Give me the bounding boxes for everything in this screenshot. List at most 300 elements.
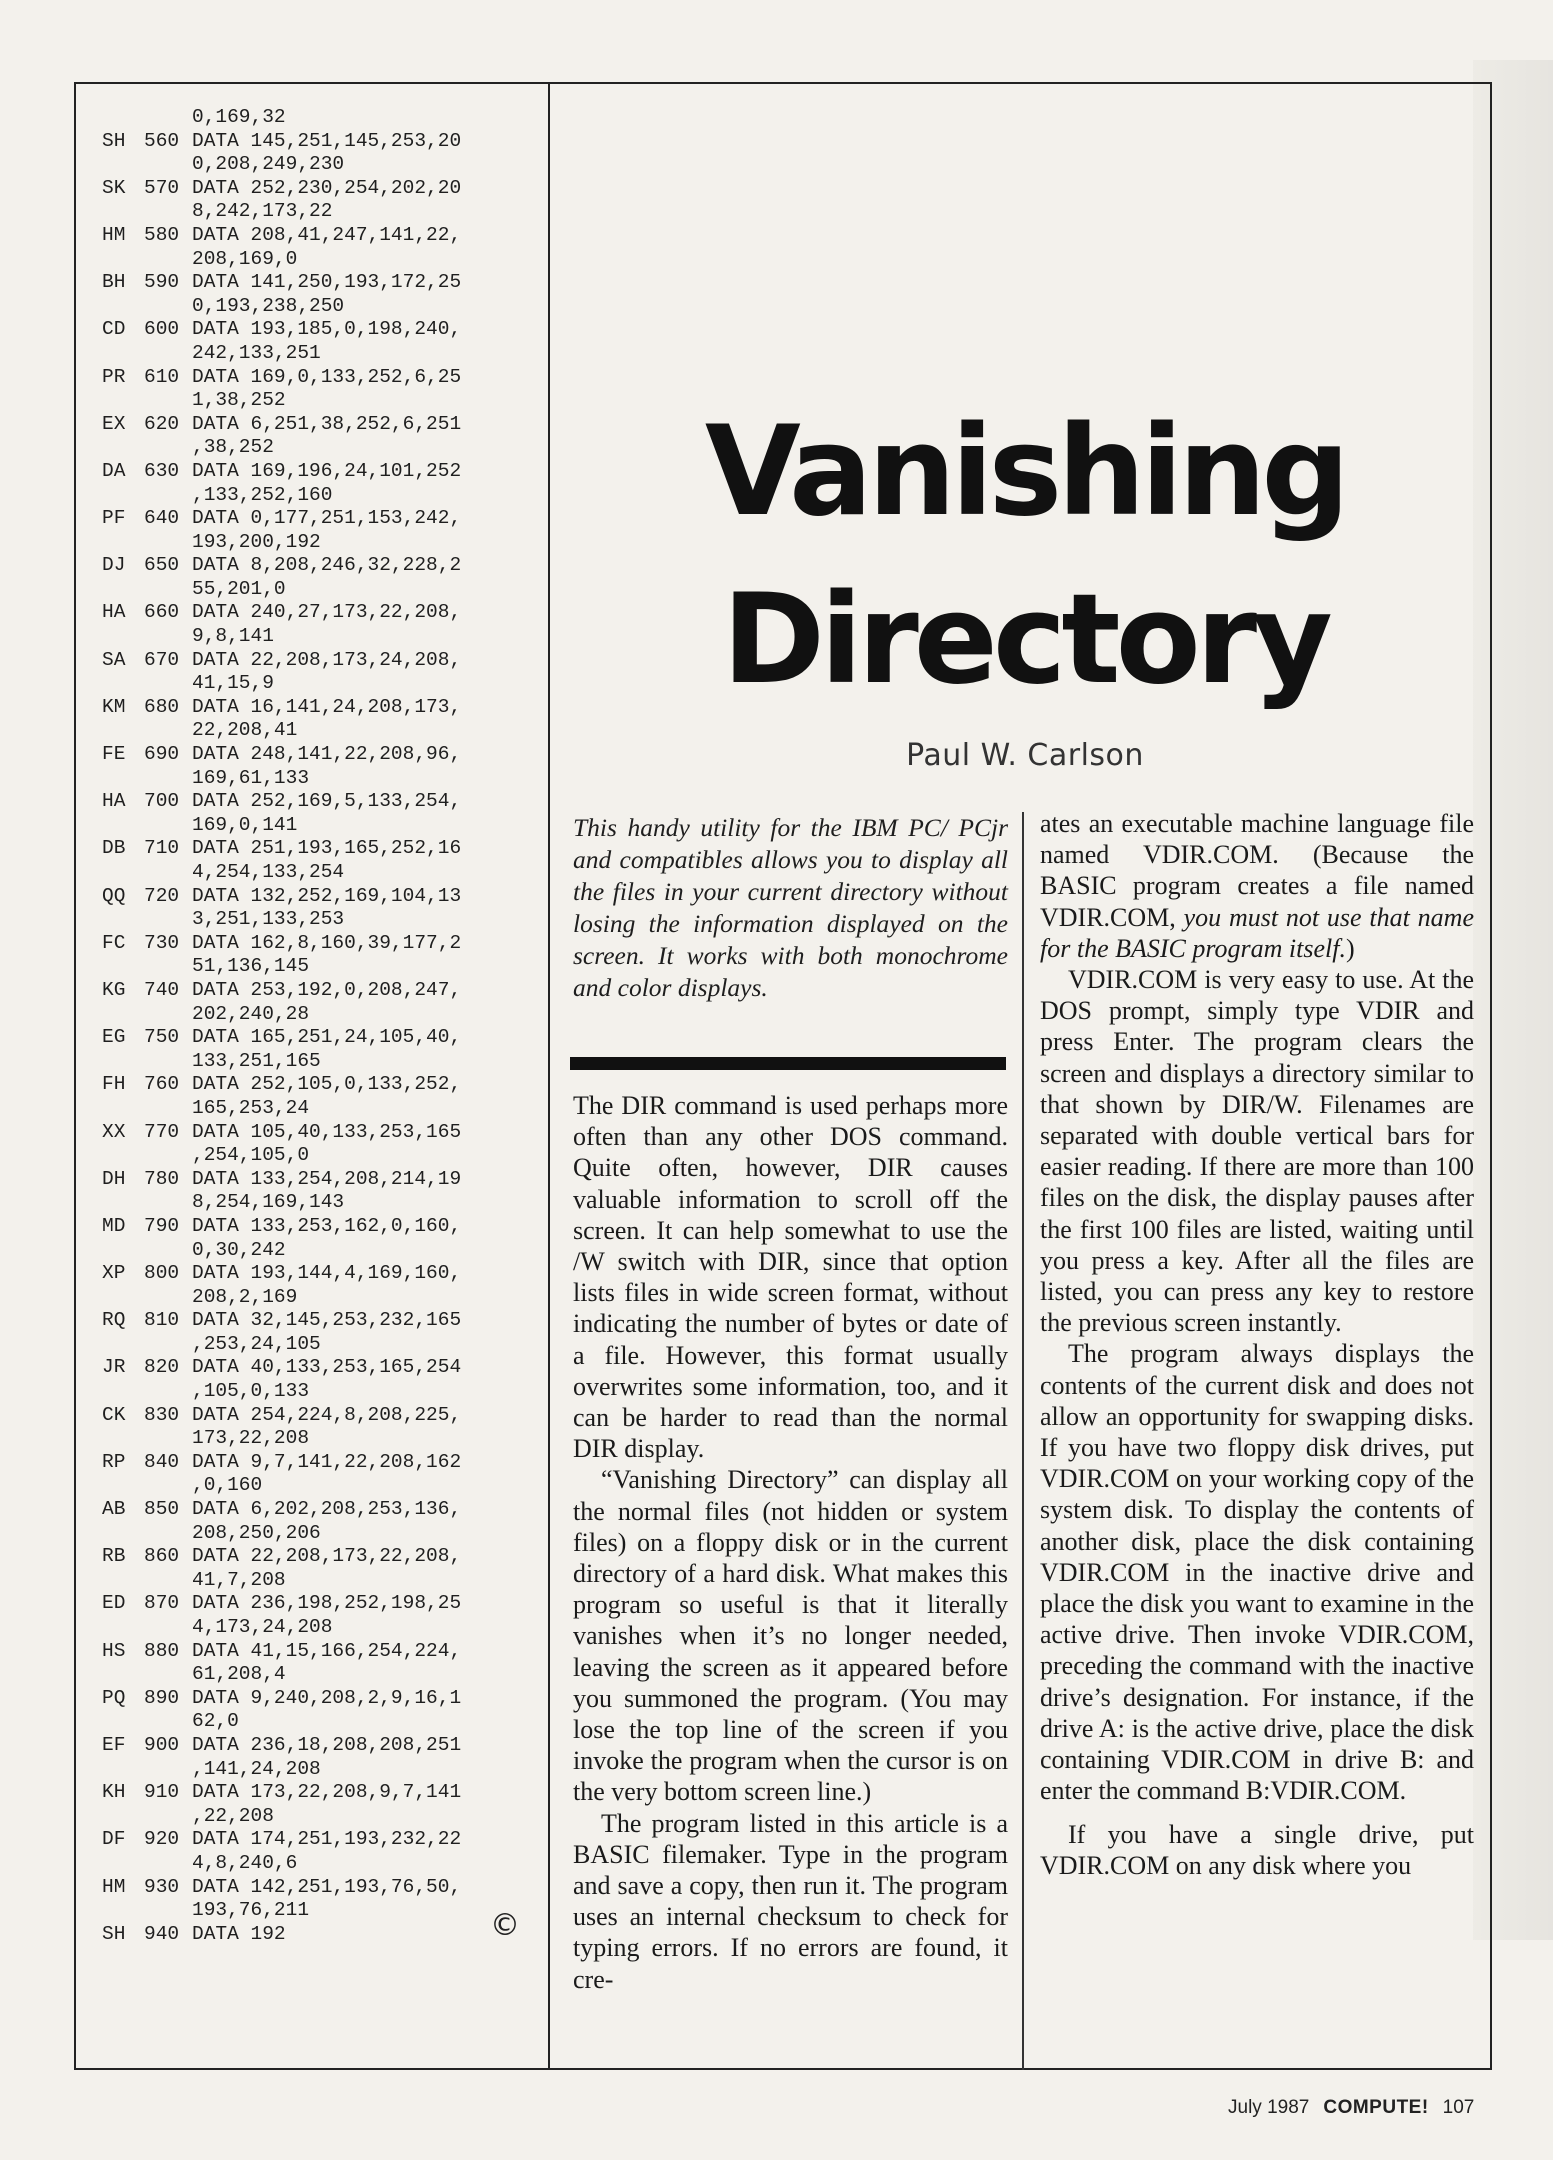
listing-line — [86, 1710, 536, 1734]
line-number: 940 — [144, 1922, 180, 1945]
listing-code: ,105,0,133 — [192, 1380, 310, 1403]
line-number: 630 — [144, 459, 180, 482]
listing-code: 1,38,252 — [192, 389, 286, 412]
checksum — [86, 578, 144, 602]
checksum: RP — [102, 1450, 126, 1473]
line-number: 760 — [144, 1073, 180, 1096]
listing-code: DATA 253,192,0,208,247, — [192, 978, 462, 1001]
line-number: 640 — [144, 507, 180, 530]
line-number — [144, 1522, 192, 1546]
listing-code: DATA 251,193,165,252,16 — [192, 837, 462, 860]
listing-line — [86, 248, 536, 272]
line-number — [144, 672, 192, 696]
listing-line — [86, 554, 536, 578]
listing-line — [86, 1309, 536, 1333]
listing-line — [86, 932, 536, 956]
body-column-1 — [573, 1090, 1008, 1995]
intro-blurb: This handy utility for the IBM PC/ PCjr and compatibles allows you to display all the files in your current directory without losing the information displayed on the screen. It works with both monochrome and color displays. — [573, 813, 1008, 1002]
checksum — [86, 1333, 144, 1357]
checksum: HM — [102, 1875, 126, 1898]
checksum: SK — [102, 176, 126, 199]
line-number: 610 — [144, 365, 180, 388]
column-divider-2 — [1022, 812, 1024, 2070]
line-number — [144, 1286, 192, 1310]
checksum — [86, 1899, 144, 1923]
listing-code: 61,208,4 — [192, 1663, 286, 1686]
checksum — [86, 200, 144, 224]
listing-line — [86, 1498, 536, 1522]
line-number — [144, 1758, 192, 1782]
listing-code: DATA 169,0,133,252,6,25 — [192, 365, 462, 388]
listing-line — [86, 1050, 536, 1074]
line-number: 930 — [144, 1875, 180, 1898]
listing-line — [86, 342, 536, 366]
line-number — [144, 955, 192, 979]
listing-line — [86, 1191, 536, 1215]
checksum: CD — [102, 318, 126, 341]
line-number: 740 — [144, 978, 180, 1001]
line-number — [144, 1852, 192, 1876]
listing-code: ,22,208 — [192, 1804, 274, 1827]
checksum — [86, 248, 144, 272]
checksum: BH — [102, 271, 126, 294]
checksum — [86, 1003, 144, 1027]
listing-line — [86, 955, 536, 979]
listing-code: DATA 236,198,252,198,25 — [192, 1592, 462, 1615]
line-number: 670 — [144, 648, 180, 671]
listing-code: 0,169,32 — [192, 106, 286, 128]
author-byline: Paul W. Carlson — [906, 738, 1144, 773]
listing-line — [86, 1474, 536, 1498]
line-number: 890 — [144, 1686, 180, 1709]
listing-code: 8,254,169,143 — [192, 1191, 345, 1214]
checksum — [86, 342, 144, 366]
listing-line — [86, 1168, 536, 1192]
listing-code: DATA 132,252,169,104,13 — [192, 884, 462, 907]
listing-code: 22,208,41 — [192, 719, 298, 742]
listing-code: 208,2,169 — [192, 1285, 298, 1308]
listing-code: DATA 252,105,0,133,252, — [192, 1073, 462, 1096]
listing-code: DATA 165,251,24,105,40, — [192, 1026, 462, 1049]
checksum — [86, 719, 144, 743]
listing-line — [86, 1144, 536, 1168]
line-number: 660 — [144, 601, 180, 624]
listing-line — [86, 1262, 536, 1286]
listing-code: DATA 145,251,145,253,20 — [192, 129, 462, 152]
listing-line — [86, 507, 536, 531]
line-number: 780 — [144, 1167, 180, 1190]
line-number — [144, 861, 192, 885]
checksum — [86, 1522, 144, 1546]
listing-line — [86, 1003, 536, 1027]
listing-code: 173,22,208 — [192, 1427, 310, 1450]
listing-code: 4,173,24,208 — [192, 1616, 333, 1638]
listing-line — [86, 153, 536, 177]
listing-code: ,0,160 — [192, 1474, 263, 1497]
checksum — [86, 625, 144, 649]
checksum: HA — [102, 601, 126, 624]
listing-code: ,133,252,160 — [192, 483, 333, 506]
checksum: SA — [102, 648, 126, 671]
listing-code: 0,30,242 — [192, 1238, 286, 1261]
line-number: 840 — [144, 1450, 180, 1473]
line-number: 750 — [144, 1026, 180, 1049]
checksum: FH — [102, 1073, 126, 1096]
line-number — [144, 1427, 192, 1451]
line-number: 830 — [144, 1403, 180, 1426]
listing-line — [86, 1592, 536, 1616]
checksum: JR — [102, 1356, 126, 1379]
checksum: RQ — [102, 1309, 126, 1332]
line-number — [144, 106, 192, 130]
checksum: MD — [102, 1214, 126, 1237]
checksum — [86, 1191, 144, 1215]
listing-line — [86, 1522, 536, 1546]
listing-line — [86, 366, 536, 390]
listing-code: 193,200,192 — [192, 530, 321, 553]
listing-code: DATA 236,18,208,208,251 — [192, 1733, 462, 1756]
line-number: 620 — [144, 412, 180, 435]
checksum: AB — [102, 1498, 126, 1521]
listing-line — [86, 1569, 536, 1593]
listing-line — [86, 885, 536, 909]
line-number — [144, 1050, 192, 1074]
checksum: DB — [102, 837, 126, 860]
line-number: 710 — [144, 837, 180, 860]
listing-line — [86, 1404, 536, 1428]
listing-line — [86, 130, 536, 154]
checksum — [86, 1758, 144, 1782]
listing-line — [86, 979, 536, 1003]
checksum: PR — [102, 365, 126, 388]
listing-code: DATA 8,208,246,32,228,2 — [192, 554, 462, 577]
listing-code: DATA 193,144,4,169,160, — [192, 1262, 462, 1285]
paragraph-end: ) — [1345, 933, 1355, 963]
listing-code: 208,169,0 — [192, 247, 298, 270]
checksum: DF — [102, 1828, 126, 1851]
line-number: 570 — [144, 176, 180, 199]
line-number: 730 — [144, 931, 180, 954]
paragraph-start: ates an executable machine language file named VDIR.COM. (Because the BASIC program creates a file named VDIR.COM, — [1040, 809, 1474, 932]
line-number — [144, 1663, 192, 1687]
checksum — [86, 1569, 144, 1593]
listing-code: DATA 162,8,160,39,177,2 — [192, 931, 462, 954]
checksum: XP — [102, 1262, 126, 1285]
line-number: 770 — [144, 1120, 180, 1143]
line-number — [144, 295, 192, 319]
basic-listing — [86, 106, 536, 1946]
listing-code: DATA 133,253,162,0,160, — [192, 1214, 462, 1237]
body-paragraph: If you have a single drive, put VDIR.COM on any disk where you — [1040, 1819, 1474, 1880]
listing-line — [86, 837, 536, 861]
listing-code: ,254,105,0 — [192, 1144, 310, 1167]
checksum — [86, 1239, 144, 1263]
body-paragraph — [1040, 808, 1474, 964]
listing-line — [86, 1215, 536, 1239]
end-copyright-mark: © — [490, 1908, 520, 1943]
checksum — [86, 814, 144, 838]
line-number — [144, 719, 192, 743]
line-number: 900 — [144, 1733, 180, 1756]
listing-line — [86, 1687, 536, 1711]
checksum — [86, 1286, 144, 1310]
listing-line — [86, 1852, 536, 1876]
listing-line — [86, 908, 536, 932]
line-number — [144, 1333, 192, 1357]
line-number — [144, 578, 192, 602]
line-number — [144, 1003, 192, 1027]
checksum — [86, 295, 144, 319]
listing-code: 4,8,240,6 — [192, 1851, 298, 1874]
listing-line — [86, 790, 536, 814]
title-line-2: Directory — [722, 568, 1328, 712]
checksum: ED — [102, 1592, 126, 1615]
line-number: 920 — [144, 1828, 180, 1851]
listing-code: 208,250,206 — [192, 1521, 321, 1544]
checksum — [86, 389, 144, 413]
listing-code: 41,7,208 — [192, 1568, 286, 1591]
listing-line — [86, 1923, 536, 1947]
line-number: 820 — [144, 1356, 180, 1379]
listing-line — [86, 743, 536, 767]
line-number: 910 — [144, 1781, 180, 1804]
line-number: 700 — [144, 790, 180, 813]
listing-line — [86, 1899, 536, 1923]
checksum — [86, 1144, 144, 1168]
line-number — [144, 1805, 192, 1829]
checksum — [86, 436, 144, 460]
listing-code: ,253,24,105 — [192, 1332, 321, 1355]
line-number: 720 — [144, 884, 180, 907]
checksum: FC — [102, 931, 126, 954]
listing-code: DATA 16,141,24,208,173, — [192, 695, 462, 718]
checksum: XX — [102, 1120, 126, 1143]
checksum: DA — [102, 459, 126, 482]
checksum — [86, 1380, 144, 1404]
listing-line — [86, 1073, 536, 1097]
checksum — [86, 1474, 144, 1498]
footer-date: July 1987 — [1228, 2097, 1310, 2118]
listing-line — [86, 200, 536, 224]
line-number: 690 — [144, 743, 180, 766]
footer-page-number: 107 — [1442, 2097, 1475, 2118]
listing-line — [86, 177, 536, 201]
listing-line — [86, 1026, 536, 1050]
line-number: 600 — [144, 318, 180, 341]
listing-line — [86, 1121, 536, 1145]
listing-line — [86, 1640, 536, 1664]
listing-line — [86, 1286, 536, 1310]
line-number — [144, 1569, 192, 1593]
checksum — [86, 908, 144, 932]
listing-code: 51,136,145 — [192, 955, 310, 978]
checksum — [86, 1852, 144, 1876]
listing-code: DATA 142,251,193,76,50, — [192, 1875, 462, 1898]
checksum: PQ — [102, 1686, 126, 1709]
listing-code: DATA 0,177,251,153,242, — [192, 507, 462, 530]
checksum — [86, 1663, 144, 1687]
checksum — [86, 861, 144, 885]
body-paragraph: VDIR.COM is very easy to use. At the DOS prompt, simply type VDIR and press Enter. The program clears the screen and displays a directory similar to that shown by DIR/W. Filenames are separated with double vertical bars for easier reading. If there are more than 100 files on the disk, the display pauses after the first 100 files are listed, waiting until you press a key. After all the files are listed, you can press any key to restore the previous screen instantly. — [1040, 965, 1474, 1338]
line-number — [144, 1191, 192, 1215]
listing-code: 0,193,238,250 — [192, 294, 345, 317]
checksum: PF — [102, 507, 126, 530]
listing-line — [86, 1828, 536, 1852]
listing-line — [86, 719, 536, 743]
checksum — [86, 153, 144, 177]
listing-line — [86, 1545, 536, 1569]
checksum: DJ — [102, 554, 126, 577]
listing-code: 242,133,251 — [192, 341, 321, 364]
line-number: 590 — [144, 271, 180, 294]
listing-line — [86, 601, 536, 625]
line-number: 790 — [144, 1214, 180, 1237]
checksum: SH — [102, 129, 126, 152]
listing-code: 55,201,0 — [192, 577, 286, 600]
listing-code: 9,8,141 — [192, 625, 274, 648]
listing-line — [86, 578, 536, 602]
listing-line — [86, 436, 536, 460]
checksum — [86, 106, 144, 130]
listing-code: DATA 133,254,208,214,19 — [192, 1167, 462, 1190]
checksum — [86, 672, 144, 696]
listing-code: 169,61,133 — [192, 766, 310, 789]
listing-code: DATA 254,224,8,208,225, — [192, 1403, 462, 1426]
listing-line — [86, 531, 536, 555]
line-number — [144, 1239, 192, 1263]
checksum: CK — [102, 1403, 126, 1426]
listing-code: DATA 105,40,133,253,165 — [192, 1120, 462, 1143]
page-footer — [1228, 2097, 1474, 2119]
listing-line — [86, 271, 536, 295]
listing-line — [86, 224, 536, 248]
listing-code: 165,253,24 — [192, 1096, 310, 1119]
checksum: FE — [102, 743, 126, 766]
line-number — [144, 200, 192, 224]
checksum — [86, 531, 144, 555]
line-number — [144, 248, 192, 272]
line-number — [144, 814, 192, 838]
line-number — [144, 1710, 192, 1734]
listing-code: ,38,252 — [192, 436, 274, 459]
listing-line — [86, 814, 536, 838]
listing-line — [86, 413, 536, 437]
checksum: HA — [102, 790, 126, 813]
listing-line — [86, 1451, 536, 1475]
listing-code: 169,0,141 — [192, 813, 298, 836]
checksum — [86, 1097, 144, 1121]
body-paragraph: The program listed in this article is a BASIC filemaker. Type in the program and save a copy, then run it. The program uses an internal checksum to check for typing errors. If no errors are found, it cre- — [573, 1808, 1008, 1994]
line-number — [144, 436, 192, 460]
column-divider — [548, 82, 550, 2070]
line-number — [144, 1144, 192, 1168]
listing-code: ,141,24,208 — [192, 1757, 321, 1780]
body-paragraph: The program always displays the contents of the current disk and does not allow an opportunity for swapping disks. If you have two floppy disk drives, put VDIR.COM on your working copy of the system disk. To display the contents of another disk, place the disk containing VDIR.COM in the inactive drive and place the disk you want to examine in the active drive. Then invoke VDIR.COM, preceding the command with the inactive drive’s designation. For instance, if the drive A: is the active drive, place the disk containing VDIR.COM in drive B: and enter the command B:VDIR.COM. — [1040, 1339, 1474, 1806]
listing-line — [86, 1616, 536, 1640]
line-number: 870 — [144, 1592, 180, 1615]
checksum: HM — [102, 223, 126, 246]
checksum — [86, 1427, 144, 1451]
intro-rule — [570, 1057, 1006, 1070]
italic-note: you must not use that name for the BASIC program itself. — [1040, 902, 1474, 963]
checksum: HS — [102, 1639, 126, 1662]
checksum: SH — [102, 1922, 126, 1945]
line-number: 650 — [144, 554, 180, 577]
listing-code: DATA 193,185,0,198,240, — [192, 318, 462, 341]
listing-code: DATA 174,251,193,232,22 — [192, 1828, 462, 1851]
listing-code: 202,240,28 — [192, 1002, 310, 1025]
listing-code: DATA 240,27,173,22,208, — [192, 601, 462, 624]
checksum — [86, 1050, 144, 1074]
listing-line — [86, 861, 536, 885]
listing-code: DATA 9,240,208,2,9,16,1 — [192, 1686, 462, 1709]
checksum: EG — [102, 1026, 126, 1049]
line-number — [144, 767, 192, 791]
listing-code: 4,254,133,254 — [192, 861, 345, 883]
listing-line — [86, 1781, 536, 1805]
article-title — [560, 388, 1490, 724]
line-number: 860 — [144, 1545, 180, 1568]
line-number — [144, 1616, 192, 1640]
listing-code: 133,251,165 — [192, 1049, 321, 1072]
body-column-2 — [1040, 808, 1474, 1881]
listing-code: 62,0 — [192, 1710, 239, 1733]
listing-code: DATA 9,7,141,22,208,162 — [192, 1450, 462, 1473]
listing-code: 8,242,173,22 — [192, 200, 333, 223]
line-number — [144, 1899, 192, 1923]
checksum: KM — [102, 695, 126, 718]
listing-line — [86, 106, 536, 130]
listing-line — [86, 295, 536, 319]
listing-code: DATA 169,196,24,101,252 — [192, 459, 462, 482]
listing-line — [86, 696, 536, 720]
checksum: RB — [102, 1545, 126, 1568]
checksum — [86, 767, 144, 791]
checksum — [86, 484, 144, 508]
checksum: KG — [102, 978, 126, 1001]
checksum: EX — [102, 412, 126, 435]
listing-code: DATA 32,145,253,232,165 — [192, 1309, 462, 1332]
checksum — [86, 1710, 144, 1734]
listing-code: DATA 22,208,173,24,208, — [192, 648, 462, 671]
checksum: DH — [102, 1167, 126, 1190]
listing-code: DATA 141,250,193,172,25 — [192, 271, 462, 294]
title-line-1: Vanishing — [704, 400, 1346, 544]
listing-line — [86, 1876, 536, 1900]
line-number: 810 — [144, 1309, 180, 1332]
listing-code: DATA 192 — [192, 1922, 286, 1945]
listing-line — [86, 649, 536, 673]
body-paragraph: “Vanishing Directory” can display all the normal files (not hidden or system files) on a floppy disk or in the current directory of a hard disk. What makes this program so useful is that it literally vanishes when it’s no longer needed, leaving the screen as it appeared before you summoned the program. (You may lose the top line of the screen if you invoke the program when the cursor is on the very bottom screen line.) — [573, 1465, 1008, 1807]
listing-line — [86, 1097, 536, 1121]
line-number — [144, 531, 192, 555]
listing-code: DATA 248,141,22,208,96, — [192, 743, 462, 766]
listing-code: 193,76,211 — [192, 1899, 310, 1922]
listing-line — [86, 1805, 536, 1829]
line-number: 850 — [144, 1498, 180, 1521]
line-number — [144, 1380, 192, 1404]
listing-line — [86, 1380, 536, 1404]
line-number — [144, 625, 192, 649]
line-number — [144, 484, 192, 508]
listing-code: 3,251,133,253 — [192, 908, 345, 931]
line-number: 680 — [144, 695, 180, 718]
listing-code: DATA 252,230,254,202,20 — [192, 176, 462, 199]
listing-code: DATA 208,41,247,141,22, — [192, 223, 462, 246]
listing-line — [86, 767, 536, 791]
listing-line — [86, 1427, 536, 1451]
line-number — [144, 1474, 192, 1498]
